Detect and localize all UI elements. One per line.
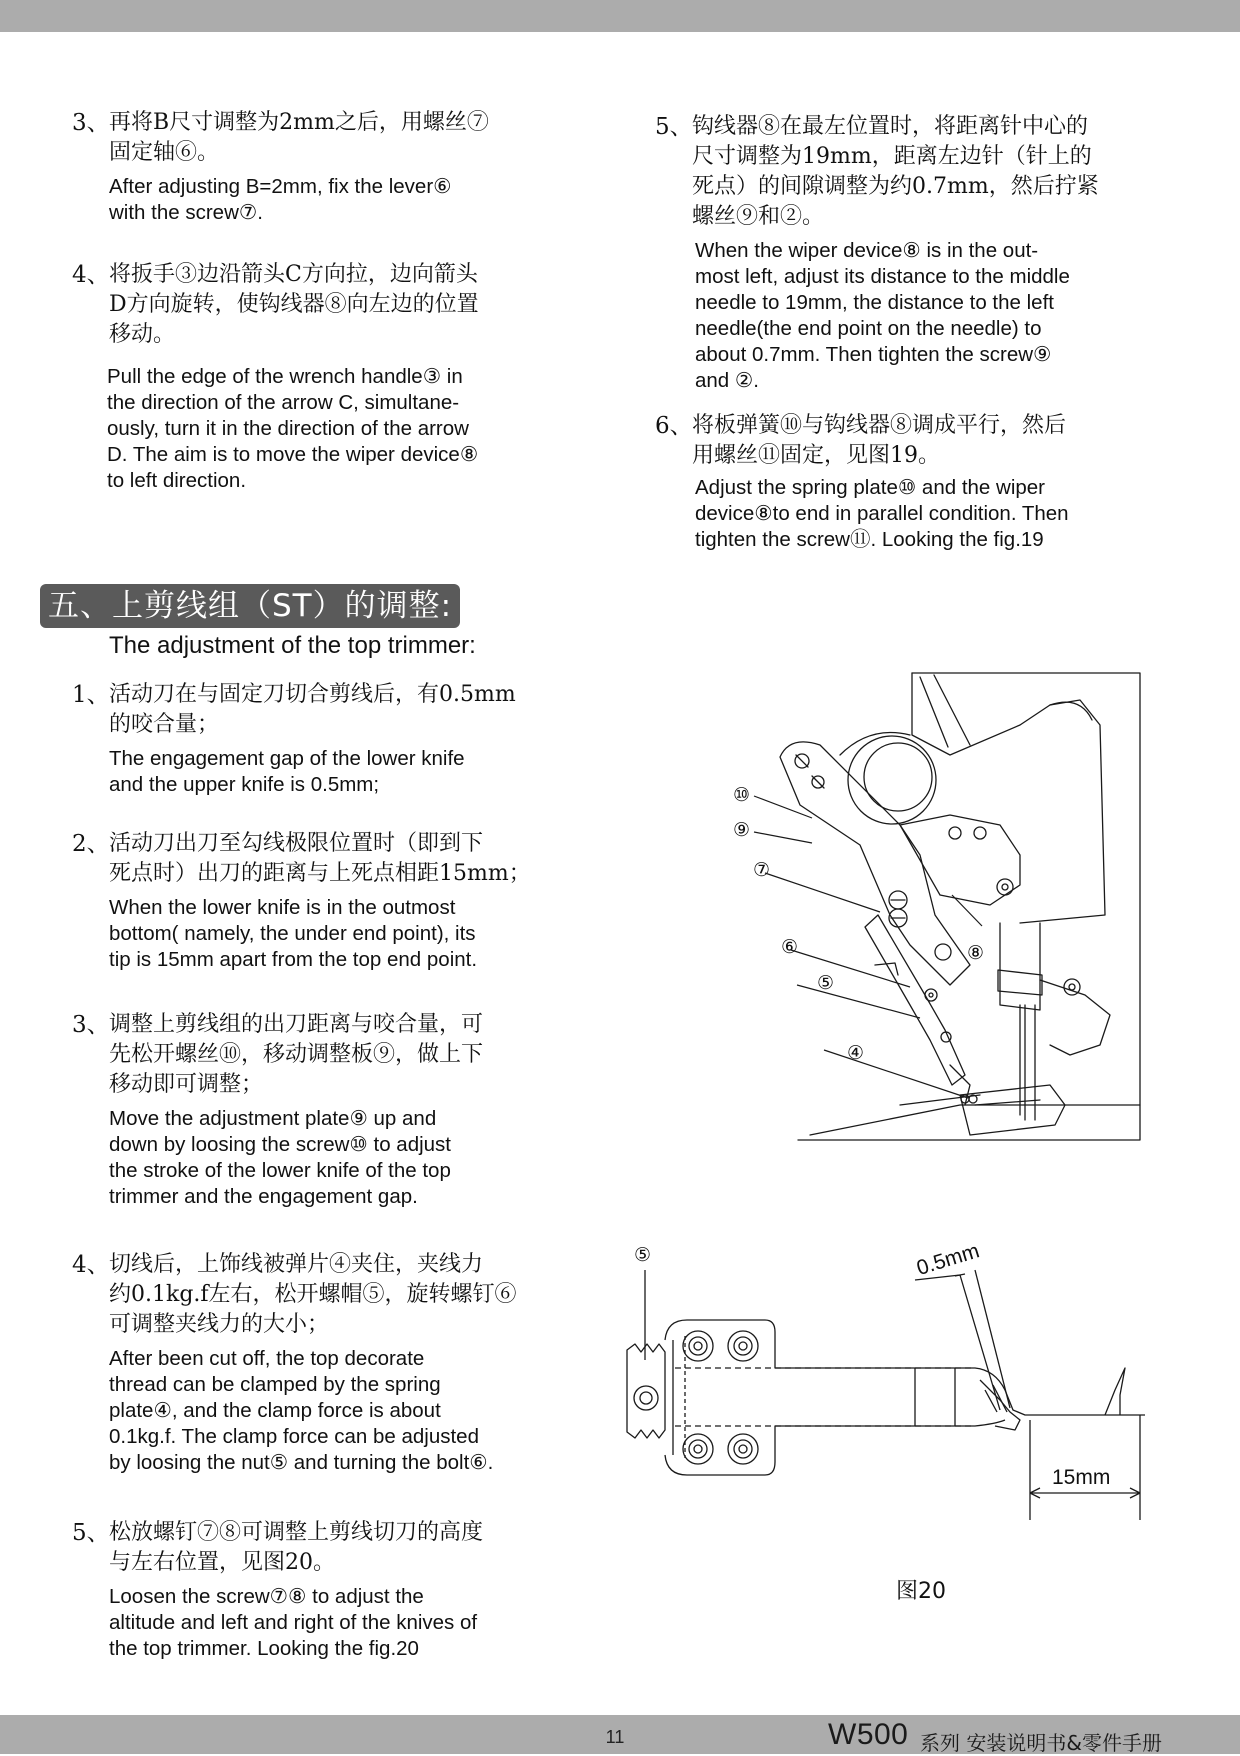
- callout-7: ⑦: [753, 859, 771, 881]
- callout-4: ④: [847, 1042, 865, 1064]
- item-text-cn: 将扳手③边沿箭头C方向拉，边向箭头 D方向旋转，使钩线器⑧向左边的位置 移动。: [109, 262, 479, 347]
- item-number: 3、: [72, 110, 110, 136]
- item-text-en: Move the adjustment plate⑨ up and down by loosing the screw⑩ to adjust the stroke of the lower knife of the top trimmer and the engagement gap.: [109, 1107, 452, 1208]
- item-text-en: When the wiper device⑧ is in the out- most left, adjust its distance to the middle needle to 19mm, the distance to the left needle(the end point on the needle) to about 0.7mm. Then tighten the screw⑨ and ②.: [695, 239, 1070, 392]
- left-item-4: [72, 260, 479, 494]
- item-text-cn: 将板弹簧⑩与钩线器⑧调成平行，然后 用螺丝⑪固定，见图19。: [692, 413, 1067, 468]
- item-text-en: After adjusting B=2mm, fix the lever⑥ with the screw⑦.: [109, 175, 452, 224]
- right-item-6: [655, 411, 1069, 553]
- item-text-en: The engagement gap of the lower knife and the upper knife is 0.5mm;: [109, 747, 465, 796]
- item-text-en: After been cut off, the top decorate thread can be clamped by the spring plate④, and the clamp force is about 0.1kg.f. The clamp force can be adjusted by loosing the nut⑤ and turning the bolt⑥.: [109, 1347, 494, 1474]
- item-number: 1、: [72, 682, 110, 708]
- item-text-cn: 松放螺钉⑦⑧可调整上剪线切刀的高度 与左右位置，见图20。: [109, 1520, 484, 1575]
- item-number: 2、: [72, 831, 110, 857]
- fig20-callout-5: ⑤: [634, 1244, 652, 1266]
- item-text-cn: 钩线器⑧在最左位置时，将距离针中心的 尺寸调整为19mm，距离左边针（针上的 死点）的间隙调整为约0.7mm，然后拧紧 螺丝⑨和②。: [692, 114, 1099, 229]
- page-number: 11: [605, 1727, 625, 1747]
- callout-6: ⑥: [781, 936, 799, 958]
- section-item-5: [72, 1518, 483, 1662]
- figure-caption: 图20: [896, 1579, 946, 1604]
- right-item-5: [655, 112, 1099, 394]
- item-text-cn: 切线后，上饰线被弹片④夹住，夹线力 约0.1kg.f左右，松开螺帽⑤，旋转螺钉⑥ 可调整夹线力的大小；: [109, 1252, 517, 1337]
- item-number: 5、: [655, 114, 693, 140]
- section-title: 五、上剪线组（ST）的调整:: [40, 584, 460, 628]
- left-item-3: [72, 108, 489, 226]
- item-text-en: When the lower knife is in the outmost bottom( namely, the under end point), its tip is 15mm apart from the top end point.: [109, 896, 478, 971]
- knife-hook: [1105, 1368, 1125, 1415]
- item-text-en: Pull the edge of the wrench handle③ in the direction of the arrow C, simultane- ously, turn it in the direction of the arrow D. The aim is to move the wiper device⑧ to left direction.: [107, 365, 479, 492]
- item-text-en: Adjust the spring plate⑩ and the wiper device⑧to end in parallel condition. Then tighten the screw⑪. Looking the fig.19: [695, 476, 1069, 551]
- item-text-cn: 调整上剪线组的出刀距离与咬合量，可 先松开螺丝⑩，移动调整板⑨，做上下 移动即可调整；: [109, 1012, 484, 1097]
- item-text-cn: 再将B尺寸调整为2mm之后，用螺丝⑦ 固定轴⑥。: [109, 110, 489, 165]
- section-item-1: [72, 680, 516, 798]
- item-text-cn: 活动刀在与固定刀切合剪线后，有0.5mm 的咬合量；: [109, 682, 516, 737]
- model-name: W500: [828, 1718, 909, 1751]
- item-text-cn: 活动刀出刀至勾线极限位置时（即到下 死点时）出刀的距离与上死点相距15mm；: [109, 831, 531, 886]
- dimension-stroke-label: 15mm: [1052, 1466, 1111, 1489]
- callout-10: ⑩: [733, 784, 751, 806]
- item-number: 4、: [72, 1252, 110, 1278]
- item-text-en: Loosen the screw⑦⑧ to adjust the altitude and left and right of the knives of the top trimmer. Looking the fig.20: [109, 1585, 478, 1660]
- manual-series-label: 系列 安装说明书&零件手册: [920, 1731, 1162, 1755]
- serrated-nut: [627, 1344, 665, 1438]
- callout-5: ⑤: [817, 972, 835, 994]
- top-bar: [0, 0, 1240, 32]
- section-item-3: [72, 1010, 483, 1210]
- item-number: 5、: [72, 1520, 110, 1546]
- item-number: 3、: [72, 1012, 110, 1038]
- item-number: 6、: [655, 413, 693, 439]
- mount-screws: [683, 1331, 758, 1464]
- dimension-gap-label: 0.5mm: [914, 1239, 983, 1280]
- section-subtitle: The adjustment of the top trimmer:: [109, 632, 476, 659]
- callout-8: ⑧: [967, 942, 985, 964]
- item-number: 4、: [72, 262, 110, 288]
- section-item-4: [72, 1250, 517, 1476]
- callout-9: ⑨: [733, 819, 751, 841]
- section-item-2: [72, 829, 531, 973]
